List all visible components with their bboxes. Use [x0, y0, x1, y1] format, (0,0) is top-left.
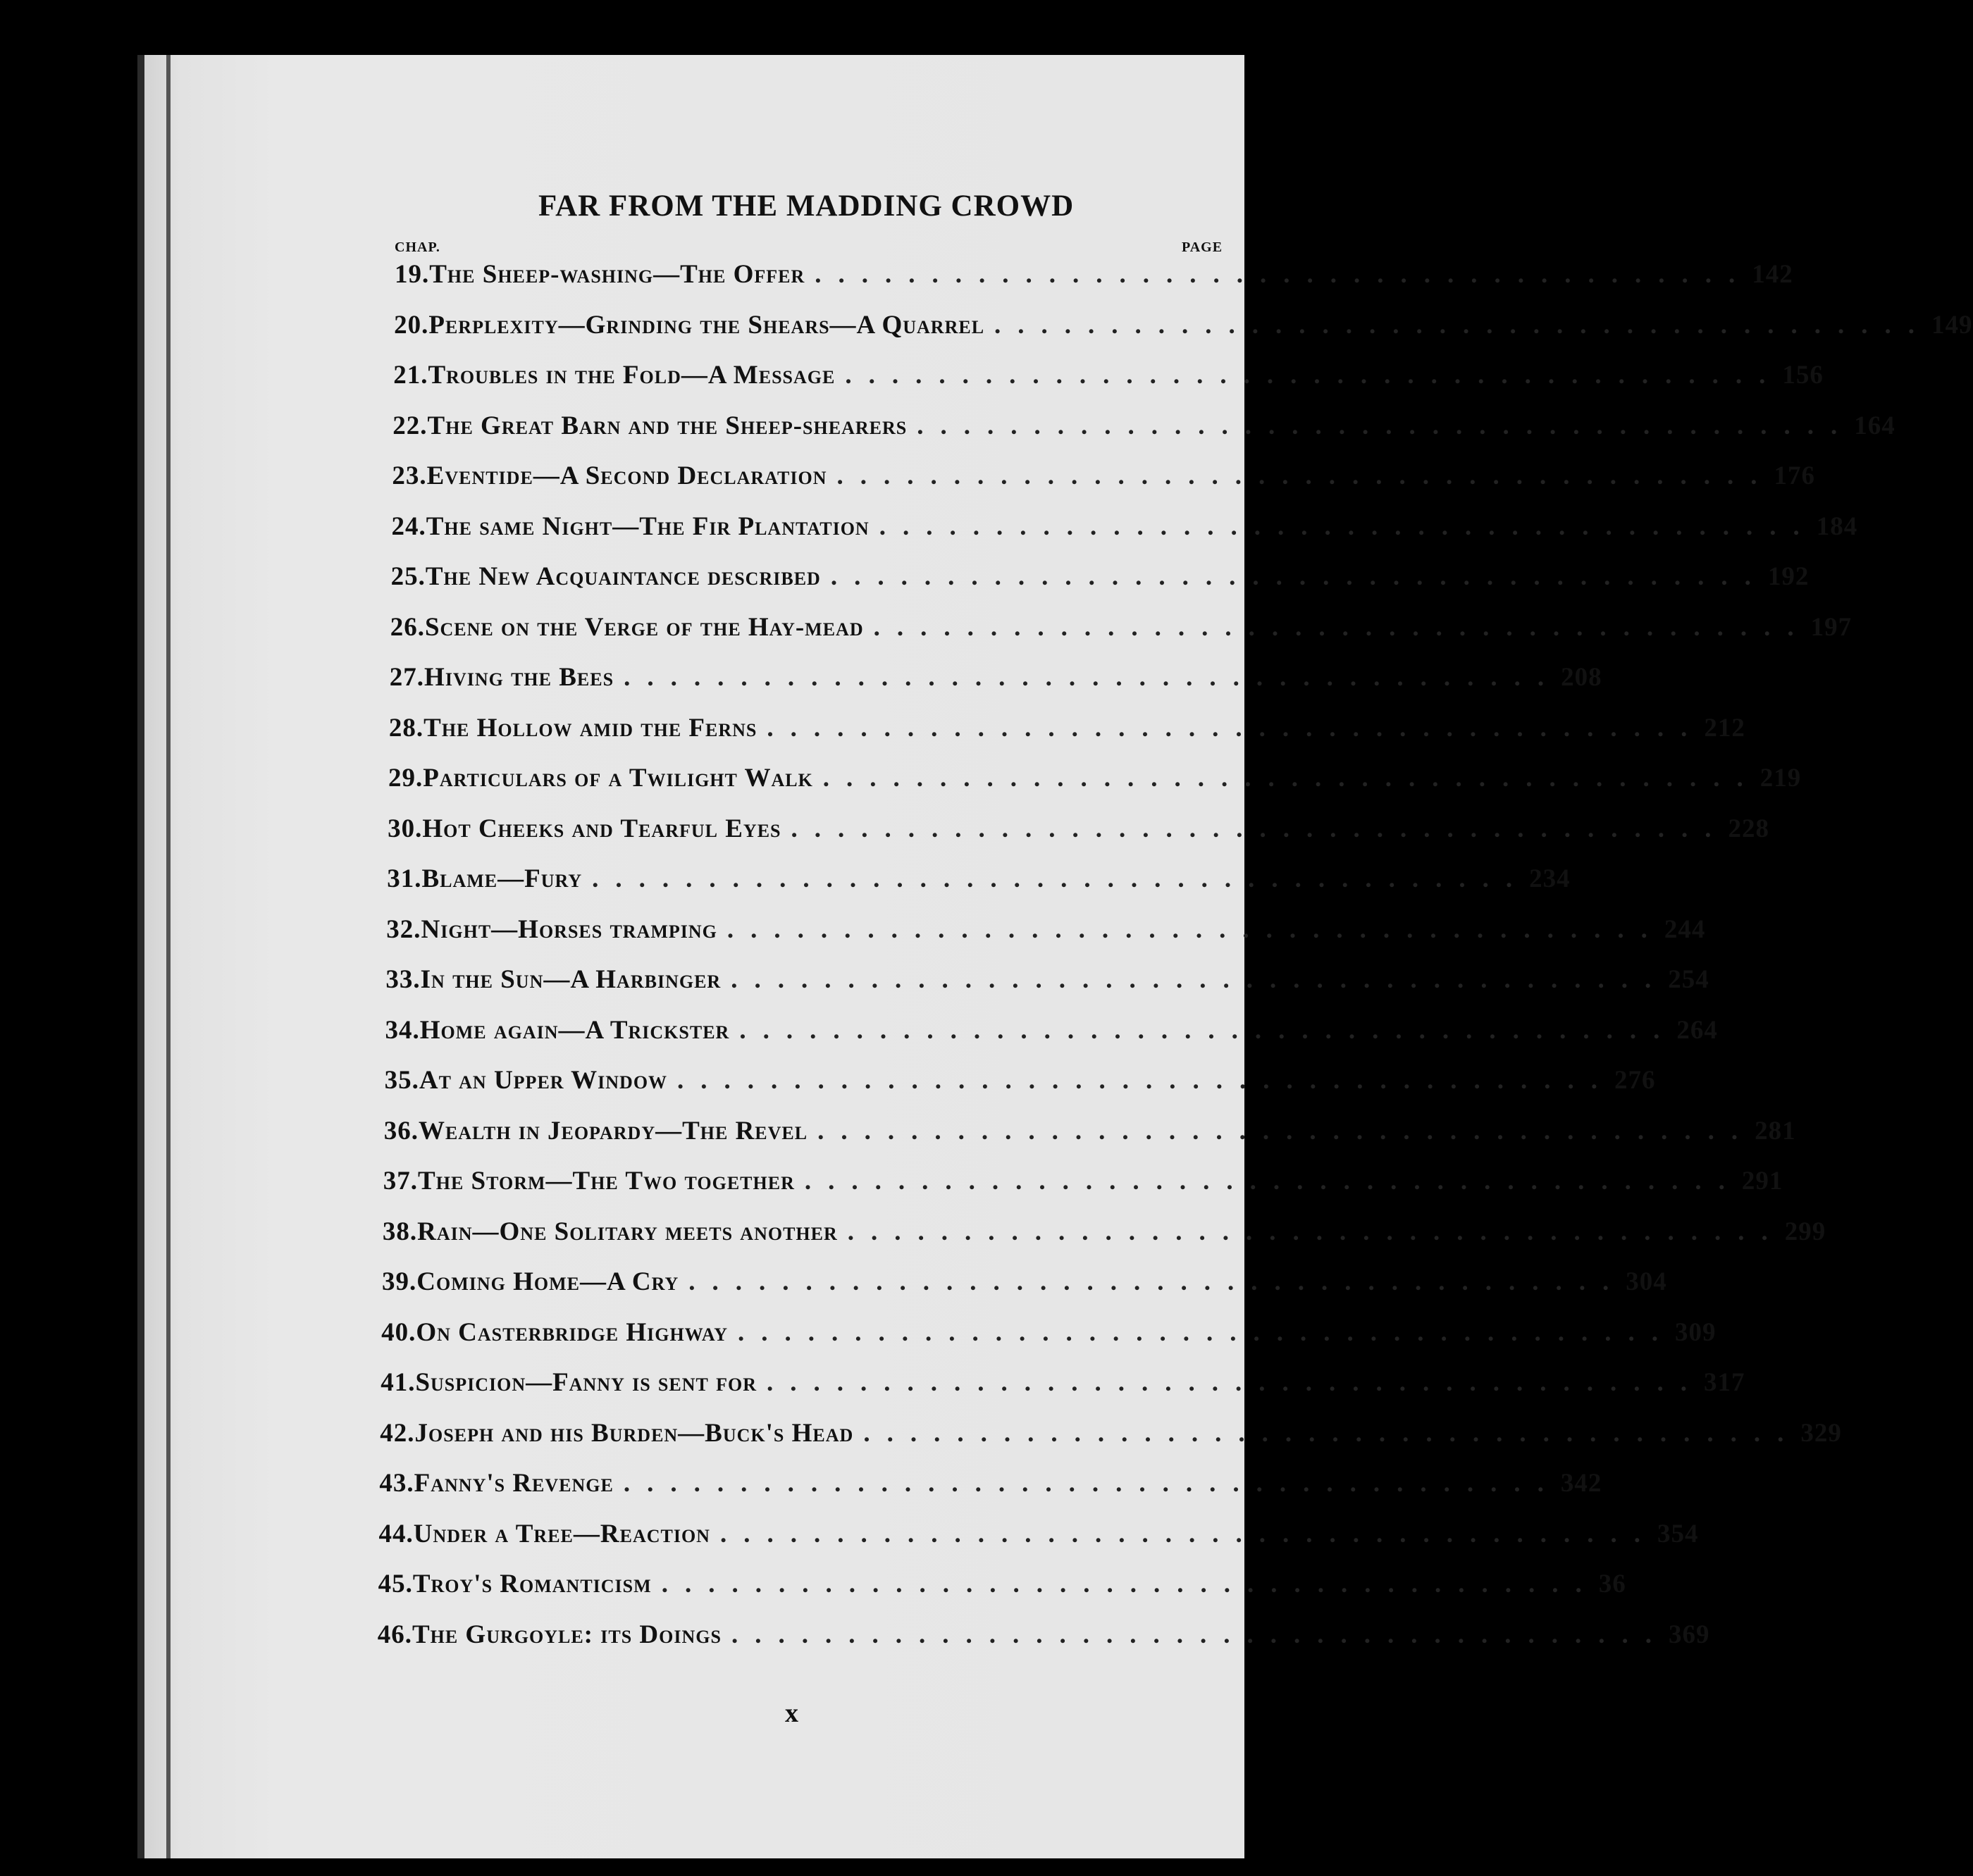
chapter-title: The Gurgoyle: its Doings	[412, 1620, 722, 1649]
toc-entry	[378, 1569, 1626, 1611]
toc-entry	[395, 259, 1793, 302]
toc-entry	[394, 310, 1973, 352]
leader-dots: ........................................	[677, 1066, 1615, 1095]
page-number: 192	[1767, 562, 1810, 591]
leader-dots: ........................................	[830, 562, 1768, 591]
page-number: 219	[1759, 764, 1802, 793]
chapter-title: Troy's Romanticism	[412, 1570, 652, 1598]
toc-entry	[383, 1166, 1783, 1208]
chapter-number: 30.	[388, 814, 423, 843]
chapter-number: 23.	[392, 461, 427, 490]
page-number: 369	[1668, 1620, 1710, 1649]
toc-entry	[392, 411, 1895, 453]
chapter-number: 21.	[393, 361, 428, 390]
chapter-number: 39.	[382, 1267, 417, 1296]
leader-dots: ........................................	[817, 1116, 1755, 1145]
chapter-title: Home again—A Trickster	[419, 1015, 730, 1045]
chapter-number: 37.	[383, 1167, 419, 1195]
chapter-title: Coming Home—A Cry	[416, 1267, 679, 1296]
page-number: 156	[1782, 361, 1824, 390]
leader-dots: ........................................	[822, 764, 1760, 793]
page-number: 304	[1626, 1267, 1667, 1296]
toc-entry	[386, 914, 1706, 957]
page-number: 234	[1529, 864, 1571, 893]
chapter-title: The Sheep-washing—The Offer	[429, 260, 805, 289]
chapter-number: 26.	[390, 612, 425, 642]
page-number: 291	[1741, 1167, 1783, 1195]
chapter-title: Scene on the Verge of the Hay-mead	[424, 612, 864, 642]
leader-dots: ........................................	[624, 663, 1561, 692]
chapter-number: 19.	[395, 260, 430, 289]
leader-dots: ........................................	[623, 1469, 1561, 1498]
page-number: 309	[1675, 1317, 1717, 1347]
page-number: 244	[1664, 914, 1706, 944]
chapter-title: Fanny's Revenge	[414, 1469, 614, 1498]
running-header: FAR FROM THE MADDING CROWD	[538, 190, 1075, 223]
page-number: 329	[1800, 1418, 1842, 1448]
leader-dots: ........................................	[731, 965, 1669, 994]
chapter-title: Wealth in Jeopardy—The Revel	[418, 1116, 808, 1145]
toc-entry	[388, 763, 1802, 805]
chapter-number: 27.	[389, 663, 425, 692]
chapter-number: 25.	[390, 562, 426, 591]
chapter-title: The Storm—The Two together	[418, 1167, 795, 1195]
chapter-title: Joseph and his Burden—Buck's Head	[414, 1418, 854, 1448]
chapter-number: 24.	[391, 511, 426, 541]
page-number: 176	[1774, 461, 1815, 490]
chapter-number: 36.	[383, 1116, 419, 1145]
leader-dots: ........................................	[592, 864, 1530, 893]
chapter-number: 28.	[388, 713, 424, 743]
page-number: 254	[1668, 965, 1709, 994]
toc-entry	[393, 360, 1824, 402]
leader-dots: ........................................	[873, 612, 1811, 642]
leader-dots: ........................................	[815, 260, 1752, 289]
leader-dots: ........................................	[879, 511, 1817, 541]
toc-entry	[390, 612, 1853, 654]
toc-entry	[392, 461, 1815, 503]
toc-entry	[391, 511, 1858, 554]
toc-entry	[385, 964, 1709, 1007]
page-number: 264	[1676, 1015, 1718, 1045]
chapter-title: Suspicion—Fanny is sent for	[415, 1368, 757, 1397]
chapter-title: Particulars of a Twilight Walk	[423, 764, 813, 793]
page-column-label: PAGE	[1182, 240, 1223, 255]
page-number: 228	[1728, 814, 1769, 843]
chap-column-label: CHAP.	[395, 240, 440, 255]
chapter-number: 40.	[381, 1317, 416, 1347]
page-number: 281	[1755, 1116, 1796, 1145]
chapter-title: At an Upper Window	[419, 1066, 668, 1095]
toc-entry	[383, 1116, 1796, 1158]
toc-entry	[377, 1620, 1710, 1662]
toc-entry	[382, 1267, 1667, 1309]
page-number: 36	[1598, 1570, 1626, 1598]
leader-dots: ........................................	[661, 1570, 1599, 1598]
leader-dots: ........................................	[863, 1418, 1801, 1448]
chapter-title: The Great Barn and the Sheep-shearers	[427, 411, 908, 440]
chapter-number: 22.	[392, 411, 428, 440]
chapter-title: Blame—Fury	[421, 864, 583, 893]
leader-dots: ........................................	[688, 1267, 1626, 1296]
toc-entry	[388, 814, 1769, 856]
leader-dots: ........................................	[791, 814, 1728, 843]
leader-dots: ........................................	[766, 1368, 1704, 1397]
leader-dots: ........................................	[845, 361, 1783, 390]
chapter-number: 42.	[380, 1418, 415, 1448]
leader-dots: ........................................	[731, 1620, 1669, 1649]
chapter-number: 35.	[384, 1066, 419, 1095]
toc-entry	[387, 864, 1571, 906]
leader-dots: ........................................	[994, 310, 1932, 340]
chapter-number: 31.	[387, 864, 422, 893]
leader-dots: ........................................	[917, 411, 1855, 440]
chapter-number: 44.	[378, 1519, 414, 1548]
toc-entry	[382, 1217, 1826, 1259]
chapter-title: The New Acquaintance described	[425, 562, 821, 591]
toc-entry	[389, 662, 1602, 704]
leader-dots: ........................................	[767, 713, 1705, 743]
chapter-title: Hot Cheeks and Tearful Eyes	[422, 814, 781, 843]
chapter-number: 43.	[379, 1469, 414, 1498]
chapter-number: 45.	[378, 1570, 413, 1598]
page-number: 164	[1854, 411, 1895, 440]
toc-entry	[381, 1367, 1745, 1410]
leader-dots: ........................................	[738, 1317, 1676, 1347]
toc-entry	[380, 1418, 1842, 1460]
toc-entry	[378, 1519, 1699, 1561]
leader-dots: ........................................	[836, 461, 1774, 490]
chapter-title: Eventide—A Second Declaration	[426, 461, 827, 490]
chapter-number: 34.	[385, 1015, 420, 1045]
page-number: 149	[1931, 310, 1973, 340]
leader-dots: ........................................	[804, 1167, 1742, 1195]
page-number: 317	[1703, 1368, 1745, 1397]
toc-entry	[384, 1065, 1656, 1107]
chapter-number: 33.	[385, 965, 421, 994]
page-number: 208	[1561, 663, 1602, 692]
leader-dots: ........................................	[739, 1015, 1677, 1045]
page-number: 184	[1816, 511, 1858, 541]
chapter-title: The same Night—The Fir Plantation	[426, 511, 870, 541]
chapter-title: Under a Tree—Reaction	[413, 1519, 710, 1548]
page-number: 197	[1810, 612, 1853, 642]
chapter-number: 32.	[386, 914, 421, 944]
page-number: 299	[1784, 1217, 1826, 1246]
leader-dots: ........................................	[726, 914, 1664, 944]
chapter-number: 41.	[381, 1368, 416, 1397]
chapter-number: 29.	[388, 764, 423, 793]
chapter-number: 20.	[394, 310, 429, 340]
page-number: 354	[1657, 1519, 1699, 1548]
chapter-number: 46.	[377, 1620, 412, 1649]
page-number: 212	[1704, 713, 1745, 743]
toc-entry	[379, 1468, 1602, 1510]
chapter-title: Hiving the Bees	[424, 663, 614, 692]
page-number: 142	[1752, 260, 1793, 289]
page-number: 276	[1614, 1066, 1656, 1095]
toc-entry	[388, 713, 1745, 755]
toc-entry	[390, 561, 1810, 604]
chapter-title: Night—Horses tramping	[421, 914, 717, 944]
chapter-title: Troubles in the Fold—A Message	[428, 361, 836, 390]
page-number: 342	[1560, 1469, 1602, 1498]
page-folio: x	[785, 1698, 798, 1728]
leader-dots: ........................................	[719, 1519, 1657, 1548]
chapter-number: 38.	[382, 1217, 418, 1246]
toc-entry	[385, 1015, 1718, 1057]
leader-dots: ........................................	[847, 1217, 1785, 1246]
chapter-title: The Hollow amid the Ferns	[423, 713, 757, 743]
chapter-title: On Casterbridge Highway	[416, 1317, 729, 1347]
toc-entry	[381, 1317, 1717, 1360]
chapter-title: Rain—One Solitary meets another	[417, 1217, 838, 1246]
chapter-title: In the Sun—A Harbinger	[420, 965, 722, 994]
chapter-title: Perplexity—Grinding the Shears—A Quarrel	[428, 310, 985, 340]
